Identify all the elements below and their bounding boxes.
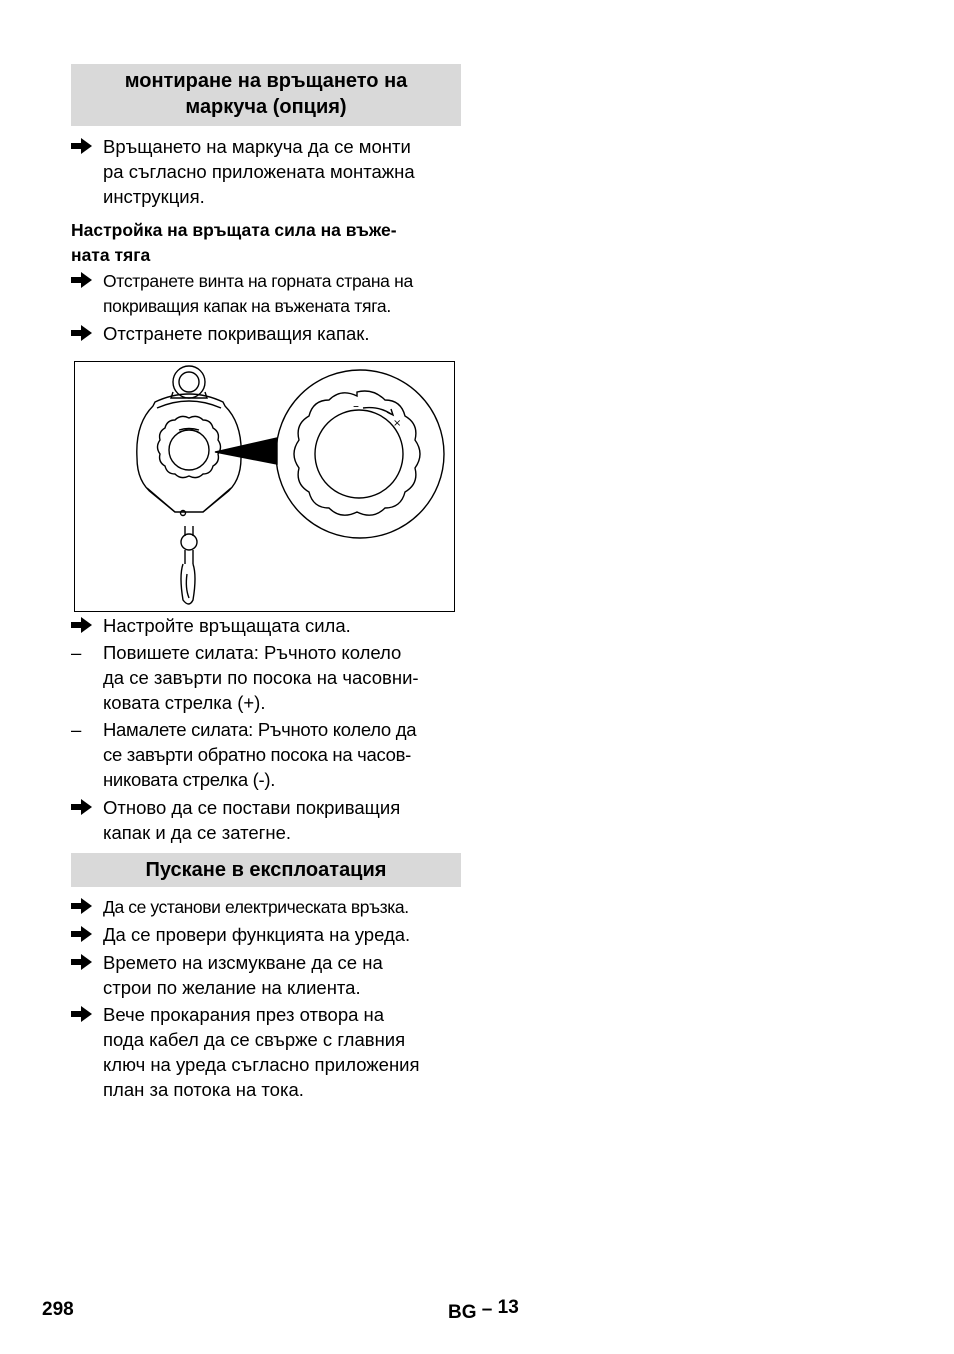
section-page-label xyxy=(448,1299,519,1321)
arrow-right-icon xyxy=(71,895,99,920)
item-line: Отстранете покриващия капак. xyxy=(103,323,370,344)
arrow-right-icon xyxy=(71,134,99,159)
arrow-right-icon xyxy=(71,795,99,820)
heading-title: Пускане в експлоатация xyxy=(145,859,387,881)
item-line: да се завърти по посока на часовни- xyxy=(103,667,419,688)
list-item xyxy=(71,613,461,638)
item-line: Да се установи електрическата връзка. xyxy=(103,897,409,917)
figure-hose-reel-diagram xyxy=(74,361,455,612)
subheading-line-1: Настройка на връщата сила на въже- xyxy=(71,220,397,240)
item-line: никовата стрелка (-). xyxy=(103,769,276,790)
list-item xyxy=(71,1002,461,1102)
item-line: Отново да се постави покриващия xyxy=(103,797,401,818)
item-line: Времето на изсмукване да се на xyxy=(103,952,383,973)
subheading-line-2: ната тяга xyxy=(71,245,151,265)
arrow-right-icon xyxy=(71,1002,99,1027)
item-line: Вече прокарания през отвора на xyxy=(103,1004,385,1025)
item-line: ключ на уреда съгласно приложения xyxy=(103,1054,420,1075)
section-heading-hose-return xyxy=(71,64,461,126)
item-line: ковата стрелка (+). xyxy=(103,692,266,713)
item-line: Да се провери функцията на уреда. xyxy=(103,924,411,945)
list-item xyxy=(71,269,461,319)
dash-marker: – xyxy=(71,642,82,663)
list-item xyxy=(71,895,461,920)
item-line: инструкция. xyxy=(103,186,205,207)
heading-line-1: монтиране на връщането на xyxy=(124,70,408,92)
arrow-right-icon xyxy=(71,922,99,947)
minus-label: – xyxy=(353,399,359,413)
item-line: Връщането на маркуча да се монти xyxy=(103,136,411,157)
subsection-heading xyxy=(71,218,461,268)
list-item xyxy=(71,321,461,346)
item-line: се завърти обратно посока на часов- xyxy=(103,744,412,765)
item-line: Отстранете винта на горната страна на xyxy=(103,271,413,291)
list-item xyxy=(71,795,461,845)
list-item xyxy=(71,950,461,1000)
item-line: покриващия капак на въжената тяга. xyxy=(103,296,391,316)
arrow-right-icon xyxy=(71,321,99,346)
item-line: Настройте връщащата сила. xyxy=(103,615,351,636)
dash-marker: – xyxy=(71,719,81,740)
item-line: пода кабел да се свърже с главния xyxy=(103,1029,406,1050)
item-line: капак и да се затегне. xyxy=(103,822,292,843)
item-line: строи по желание на клиента. xyxy=(103,977,361,998)
section-heading-commissioning xyxy=(71,853,461,887)
item-line: ра съгласно приложената монтажна xyxy=(103,161,415,182)
item-line: Намалете силата: Ръчното колело да xyxy=(103,719,417,740)
arrow-right-icon xyxy=(71,269,99,294)
plus-label: × xyxy=(393,418,402,429)
list-item xyxy=(71,134,461,209)
item-line: Повишете силата: Ръчното колело xyxy=(103,642,402,663)
list-item xyxy=(71,640,461,715)
heading-line-2: маркуча (опция) xyxy=(185,96,347,118)
list-item xyxy=(71,922,461,947)
footer-separator: – xyxy=(481,1299,493,1320)
section-page-number: 13 xyxy=(497,1297,519,1318)
item-line: план за потока на тока. xyxy=(103,1079,304,1100)
list-item xyxy=(71,717,461,792)
page-number: 298 xyxy=(42,1299,74,1320)
arrow-right-icon xyxy=(71,950,99,975)
arrow-right-icon xyxy=(71,613,99,638)
hose-reel-illustration xyxy=(75,362,453,610)
language-code: BG xyxy=(448,1302,477,1323)
